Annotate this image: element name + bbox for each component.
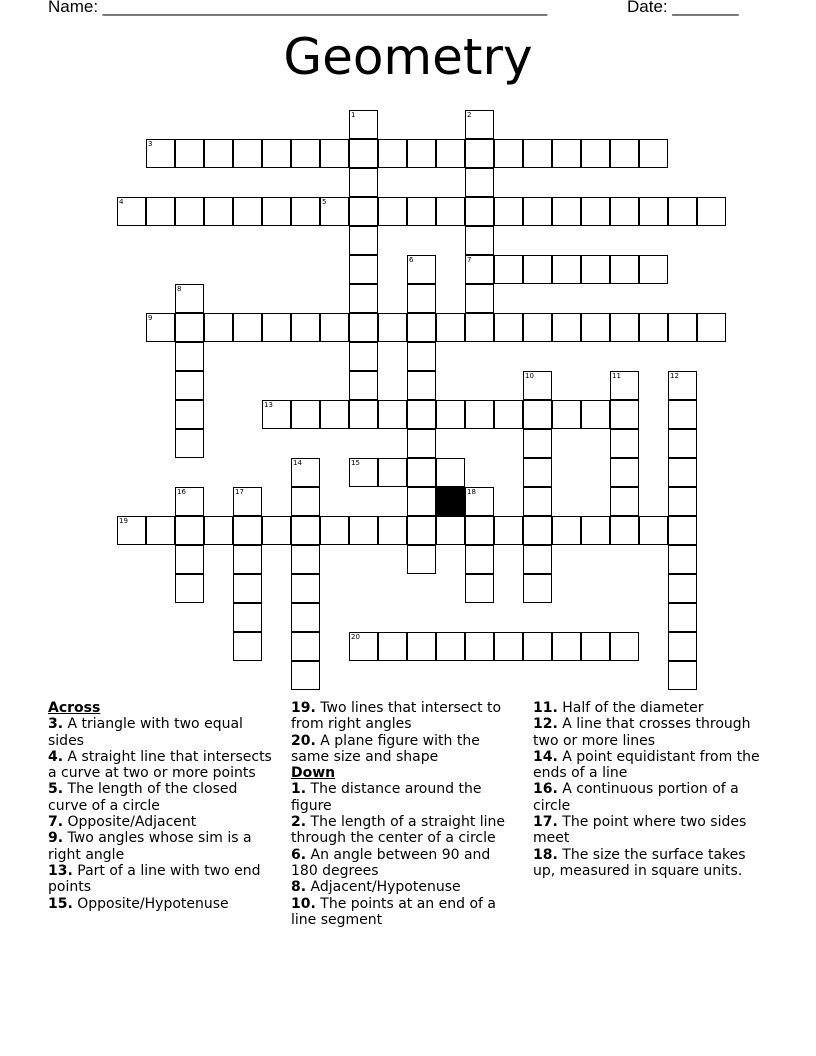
crossword-cell[interactable]	[581, 313, 610, 342]
crossword-cell[interactable]	[146, 139, 175, 168]
crossword-cell[interactable]	[175, 313, 204, 342]
crossword-cell[interactable]	[668, 516, 697, 545]
crossword-cell[interactable]	[523, 458, 552, 487]
crossword-cell[interactable]	[262, 197, 291, 226]
clue-across-15	[48, 896, 278, 912]
crossword-cell[interactable]	[291, 632, 320, 661]
crossword-cell[interactable]	[175, 197, 204, 226]
cell-number: 12	[670, 372, 679, 380]
crossword-cell[interactable]	[407, 342, 436, 371]
crossword-cell[interactable]	[175, 545, 204, 574]
crossword-cell[interactable]	[204, 313, 233, 342]
clue-text: A straight line that intersects a curve at two or more points	[48, 748, 272, 782]
crossword-cell[interactable]	[494, 516, 523, 545]
crossword-cell[interactable]	[378, 516, 407, 545]
crossword-cell[interactable]	[349, 458, 378, 487]
clue-number: 13.	[48, 862, 73, 879]
crossword-cell[interactable]	[465, 632, 494, 661]
clue-text: The points at an end of a line segment	[291, 895, 496, 928]
clue-number: 6.	[291, 846, 307, 863]
crossword-cell[interactable]	[465, 168, 494, 197]
clue-number: 7.	[48, 814, 64, 831]
crossword-cell[interactable]	[291, 139, 320, 168]
crossword-cell[interactable]	[668, 603, 697, 632]
crossword-cell[interactable]	[291, 458, 320, 487]
crossword-cell[interactable]	[320, 516, 349, 545]
crossword-cell[interactable]	[378, 632, 407, 661]
crossword-cell[interactable]	[204, 516, 233, 545]
cell-number: 20	[351, 633, 360, 641]
clue-text: Half of the diameter	[562, 700, 704, 716]
crossword-cell[interactable]	[668, 487, 697, 516]
crossword-cell[interactable]	[552, 632, 581, 661]
crossword-cell[interactable]	[436, 516, 465, 545]
crossword-cell[interactable]	[523, 313, 552, 342]
crossword-cell[interactable]	[291, 487, 320, 516]
crossword-cell[interactable]	[320, 139, 349, 168]
crossword-cell[interactable]	[523, 429, 552, 458]
crossword-cell[interactable]	[378, 139, 407, 168]
crossword-cell[interactable]	[291, 516, 320, 545]
crossword-cell[interactable]	[262, 313, 291, 342]
cell-number: 8	[177, 285, 182, 293]
crossword-cell[interactable]	[639, 313, 668, 342]
crossword-cell[interactable]	[349, 226, 378, 255]
crossword-cell[interactable]	[349, 255, 378, 284]
crossword-cell[interactable]	[378, 458, 407, 487]
clue-text: A continuous portion of a circle	[533, 781, 739, 814]
crossword-cell[interactable]	[349, 632, 378, 661]
crossword-cell[interactable]	[349, 168, 378, 197]
down-heading: Down	[291, 765, 336, 782]
crossword-cell[interactable]	[610, 255, 639, 284]
clue-across-7	[48, 814, 278, 830]
crossword-cell[interactable]	[233, 197, 262, 226]
crossword-cell[interactable]	[581, 139, 610, 168]
clue-column-2	[291, 700, 519, 928]
clue-number: 10.	[291, 895, 316, 912]
clue-text: A plane figure with the same size and shape	[291, 732, 480, 765]
crossword-cell[interactable]	[436, 139, 465, 168]
clue-number: 5.	[48, 781, 64, 798]
clue-number: 2.	[291, 814, 307, 831]
clue-text: Adjacent/Hypotenuse	[310, 879, 461, 896]
crossword-cell[interactable]	[407, 516, 436, 545]
crossword-cell[interactable]	[175, 400, 204, 429]
clue-number: 9.	[48, 830, 64, 847]
clue-number: 3.	[48, 716, 64, 733]
crossword-cell[interactable]	[668, 632, 697, 661]
crossword-cell[interactable]	[668, 545, 697, 574]
crossword-cell[interactable]	[407, 139, 436, 168]
crossword-cell[interactable]	[146, 197, 175, 226]
crossword-cell[interactable]	[465, 255, 494, 284]
crossword-cell[interactable]	[465, 197, 494, 226]
clue-number: 11.	[533, 700, 558, 716]
crossword-cell[interactable]	[581, 255, 610, 284]
crossword-cell[interactable]	[610, 400, 639, 429]
clue-number: 15.	[48, 895, 73, 912]
crossword-cell[interactable]	[668, 313, 697, 342]
crossword-cell[interactable]	[523, 632, 552, 661]
crossword-cell[interactable]	[262, 400, 291, 429]
crossword-cell[interactable]	[465, 516, 494, 545]
crossword-cell[interactable]	[668, 371, 697, 400]
clue-down-10	[291, 896, 519, 929]
crossword-cell[interactable]	[465, 400, 494, 429]
crossword-cell[interactable]	[523, 487, 552, 516]
crossword-cell[interactable]	[668, 661, 697, 690]
crossword-cell[interactable]	[610, 632, 639, 661]
crossword-cell[interactable]	[349, 400, 378, 429]
crossword-cell[interactable]	[639, 516, 668, 545]
clue-text: The length of a straight line through the center of a circle	[291, 814, 506, 847]
crossword-cell[interactable]	[668, 574, 697, 603]
crossword-cell[interactable]	[581, 516, 610, 545]
clue-down-1	[291, 781, 519, 814]
crossword-cell[interactable]	[465, 545, 494, 574]
clue-text: Opposite/Adjacent	[67, 814, 197, 831]
crossword-cell[interactable]	[436, 400, 465, 429]
crossword-cell[interactable]	[523, 255, 552, 284]
clue-down-8	[291, 879, 519, 895]
crossword-cell[interactable]	[175, 371, 204, 400]
clue-text: A line that crosses through two or more lines	[533, 716, 751, 749]
cell-number: 4	[119, 198, 124, 206]
crossword-cell[interactable]	[494, 632, 523, 661]
crossword-cell[interactable]	[146, 516, 175, 545]
crossword-block	[436, 487, 465, 516]
crossword-cell[interactable]	[233, 545, 262, 574]
clue-across-20	[291, 733, 519, 766]
clue-across-9	[48, 830, 278, 863]
crossword-cell[interactable]	[204, 197, 233, 226]
crossword-cell[interactable]	[552, 400, 581, 429]
crossword-cell[interactable]	[436, 632, 465, 661]
crossword-cell[interactable]	[552, 197, 581, 226]
clue-down-16	[533, 781, 765, 814]
crossword-cell[interactable]	[552, 313, 581, 342]
crossword-cell[interactable]	[117, 516, 146, 545]
page-title: Geometry	[283, 28, 533, 86]
clue-column-1	[48, 700, 278, 912]
crossword-cell[interactable]	[233, 516, 262, 545]
crossword-cell[interactable]	[349, 313, 378, 342]
clue-down-6	[291, 847, 519, 880]
crossword-cell[interactable]	[552, 139, 581, 168]
crossword-cell[interactable]	[668, 429, 697, 458]
clue-across-13	[48, 863, 278, 896]
clue-text: A triangle with two equal sides	[48, 716, 243, 749]
cell-number: 17	[235, 488, 244, 496]
clue-text: The size the surface takes up, measured in square units.	[533, 846, 746, 879]
crossword-cell[interactable]	[610, 197, 639, 226]
crossword-cell[interactable]	[639, 255, 668, 284]
crossword-cell[interactable]	[436, 313, 465, 342]
crossword-cell[interactable]	[465, 313, 494, 342]
crossword-cell[interactable]	[523, 197, 552, 226]
clue-text: The point where two sides meet	[533, 814, 747, 847]
crossword-cell[interactable]	[175, 139, 204, 168]
crossword-cell[interactable]	[407, 400, 436, 429]
crossword-cell[interactable]	[291, 313, 320, 342]
crossword-cell[interactable]	[581, 197, 610, 226]
clue-number: 4.	[48, 748, 64, 765]
crossword-cell[interactable]	[175, 284, 204, 313]
crossword-cell[interactable]	[668, 458, 697, 487]
clue-text: Part of a line with two end points	[48, 862, 261, 896]
crossword-cell[interactable]	[668, 197, 697, 226]
clue-number: 20.	[291, 732, 316, 749]
crossword-cell[interactable]	[436, 197, 465, 226]
crossword-cell[interactable]	[407, 545, 436, 574]
clue-across-5	[48, 781, 278, 814]
crossword-cell[interactable]	[552, 516, 581, 545]
crossword-cell[interactable]	[523, 400, 552, 429]
crossword-cell[interactable]	[697, 313, 726, 342]
cell-number: 18	[467, 488, 476, 496]
crossword-cell[interactable]	[436, 458, 465, 487]
crossword-cell[interactable]	[523, 371, 552, 400]
crossword-cell[interactable]	[233, 632, 262, 661]
crossword-cell[interactable]	[552, 255, 581, 284]
cell-number: 14	[293, 459, 302, 467]
crossword-cell[interactable]	[291, 574, 320, 603]
cell-number: 5	[322, 198, 327, 206]
crossword-cell[interactable]	[610, 313, 639, 342]
clue-down-14	[533, 749, 765, 782]
crossword-cell[interactable]	[494, 400, 523, 429]
clue-down-18	[533, 847, 765, 880]
clue-number: 8.	[291, 879, 307, 896]
crossword-cell[interactable]	[465, 139, 494, 168]
crossword-cell[interactable]	[349, 197, 378, 226]
crossword-cell[interactable]	[610, 139, 639, 168]
crossword-cell[interactable]	[465, 487, 494, 516]
crossword-cell[interactable]	[146, 313, 175, 342]
crossword-cell[interactable]	[465, 284, 494, 313]
clue-text: Opposite/Hypotenuse	[77, 895, 229, 912]
crossword-cell[interactable]	[117, 197, 146, 226]
cell-number: 6	[409, 256, 414, 264]
crossword-cell[interactable]	[407, 255, 436, 284]
clue-number: 19.	[291, 700, 316, 716]
crossword-cell[interactable]	[349, 342, 378, 371]
crossword-cell[interactable]	[610, 429, 639, 458]
crossword-cell[interactable]	[407, 487, 436, 516]
crossword-cell[interactable]	[407, 313, 436, 342]
crossword-cell[interactable]	[494, 197, 523, 226]
clue-down-2	[291, 814, 519, 847]
cell-number: 15	[351, 459, 360, 467]
clue-across-19	[291, 700, 519, 733]
crossword-cell[interactable]	[262, 139, 291, 168]
clue-number: 12.	[533, 716, 558, 733]
crossword-cell[interactable]	[523, 139, 552, 168]
crossword-cell[interactable]	[349, 516, 378, 545]
cell-number: 19	[119, 517, 128, 525]
crossword-cell[interactable]	[581, 632, 610, 661]
clue-down-17	[533, 814, 765, 847]
clue-number: 1.	[291, 781, 307, 798]
clue-number: 18.	[533, 846, 558, 863]
cell-number: 1	[351, 111, 356, 119]
crossword-cell[interactable]	[407, 371, 436, 400]
crossword-cell[interactable]	[291, 661, 320, 690]
crossword-cell[interactable]	[175, 516, 204, 545]
crossword-cell[interactable]	[204, 139, 233, 168]
cell-number: 7	[467, 256, 472, 264]
name-field-label: Name: _______________________________________________	[48, 0, 548, 16]
clue-text: Two angles whose sim is a right angle	[48, 830, 252, 863]
clue-down-12	[533, 716, 765, 749]
clue-number: 17.	[533, 814, 558, 831]
crossword-cell[interactable]	[349, 139, 378, 168]
clue-across-3	[48, 716, 278, 749]
across-heading: Across	[48, 700, 101, 716]
cell-number: 10	[525, 372, 534, 380]
clue-text: The distance around the figure	[291, 781, 482, 814]
crossword-cell[interactable]	[378, 197, 407, 226]
clue-column-3	[533, 700, 765, 879]
crossword-cell[interactable]	[233, 487, 262, 516]
crossword-cell[interactable]	[523, 545, 552, 574]
crossword-cell[interactable]	[175, 342, 204, 371]
cell-number: 2	[467, 111, 472, 119]
crossword-cell[interactable]	[639, 139, 668, 168]
crossword-cell[interactable]	[697, 197, 726, 226]
crossword-cell[interactable]	[523, 516, 552, 545]
crossword-cell[interactable]	[494, 139, 523, 168]
crossword-cell[interactable]	[581, 400, 610, 429]
clue-down-11	[533, 700, 765, 716]
cell-number: 11	[612, 372, 621, 380]
crossword-cell[interactable]	[233, 603, 262, 632]
crossword-cell[interactable]	[610, 458, 639, 487]
crossword-cell[interactable]	[407, 632, 436, 661]
crossword-cell[interactable]	[465, 574, 494, 603]
crossword-cell[interactable]	[175, 574, 204, 603]
cell-number: 9	[148, 314, 153, 322]
crossword-cell[interactable]	[610, 371, 639, 400]
cell-number: 16	[177, 488, 186, 496]
crossword-cell[interactable]	[233, 139, 262, 168]
clue-text: An angle between 90 and 180 degrees	[291, 846, 491, 879]
crossword-cell[interactable]	[465, 226, 494, 255]
crossword-cell[interactable]	[175, 429, 204, 458]
crossword-cell[interactable]	[407, 429, 436, 458]
crossword-cell[interactable]	[523, 574, 552, 603]
crossword-cell[interactable]	[320, 197, 349, 226]
crossword-cell[interactable]	[378, 400, 407, 429]
cell-number: 3	[148, 140, 153, 148]
clue-number: 16.	[533, 781, 558, 798]
crossword-cell[interactable]	[291, 545, 320, 574]
crossword-cell[interactable]	[320, 400, 349, 429]
crossword-cell[interactable]	[349, 371, 378, 400]
crossword-cell[interactable]	[233, 313, 262, 342]
crossword-cell[interactable]	[175, 487, 204, 516]
crossword-cell[interactable]	[639, 197, 668, 226]
crossword-cell[interactable]	[233, 574, 262, 603]
clue-across-4	[48, 749, 278, 782]
crossword-cell[interactable]	[378, 313, 407, 342]
crossword-cell[interactable]	[320, 313, 349, 342]
crossword-cell[interactable]	[465, 110, 494, 139]
date-field-label: Date: _______	[627, 0, 739, 16]
crossword-cell[interactable]	[291, 603, 320, 632]
crossword-cell[interactable]	[407, 197, 436, 226]
crossword-cell[interactable]	[407, 458, 436, 487]
crossword-cell[interactable]	[349, 110, 378, 139]
crossword-cell[interactable]	[349, 284, 378, 313]
clue-text: The length of the closed curve of a circle	[48, 781, 238, 814]
crossword-cell[interactable]	[262, 516, 291, 545]
crossword-cell[interactable]	[407, 284, 436, 313]
clue-text: A point equidistant from the ends of a line	[533, 748, 760, 782]
crossword-cell[interactable]	[610, 516, 639, 545]
clue-number: 14.	[533, 748, 558, 765]
crossword-cell[interactable]	[291, 197, 320, 226]
crossword-cell[interactable]	[494, 255, 523, 284]
clue-text: Two lines that intersect to from right angles	[291, 700, 502, 733]
crossword-cell[interactable]	[610, 487, 639, 516]
crossword-cell[interactable]	[494, 313, 523, 342]
crossword-cell[interactable]	[291, 400, 320, 429]
cell-number: 13	[264, 401, 273, 409]
crossword-cell[interactable]	[668, 400, 697, 429]
